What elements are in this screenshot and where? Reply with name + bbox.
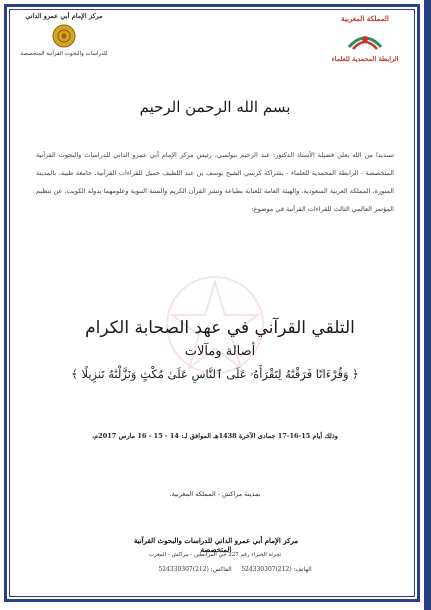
rabita-logo-country: المملكة المغربية: [341, 14, 389, 23]
conference-dates: وذلك أيام 15-16-17 جمادى الآخرة 1438هـ الموافق لـ: 14 - 15 - 16 مارس 2017م،: [92, 432, 338, 440]
dani-center-logo-name: مركز الإمام أبي عمرو الداني: [25, 12, 103, 20]
rabita-logo-name: الرابطة المحمدية للعلماء: [331, 55, 399, 63]
basmala: بسم الله الرحمن الرحيم: [139, 98, 291, 116]
conference-title: التلقي القرآني في عهد الصحابة الكرام: [85, 318, 355, 338]
footer-address: تجزئة الخيراء رقم 227 حي المرابطين - مراكش - المغرب: [148, 552, 282, 558]
conference-subtitle: أصالة ومآلات: [184, 344, 256, 359]
footer-center-name: مركز الإمام أبي عمرو الداني للدراسات والبحوث القرآنية المتخصصة: [133, 536, 299, 554]
rabita-emblem-icon: [345, 27, 385, 53]
page-edge-bar: [424, 0, 431, 610]
dani-center-logo-subtitle: للدراسات والبحوث القرآنية المتخصصة: [20, 51, 108, 57]
footer-phone: الهاتف: (212)524330307: [241, 566, 312, 573]
dani-center-emblem-icon: [51, 23, 77, 49]
intro-paragraph: تسديدا من الله يعلن فضيلة الأستاذ الدكتور: عبد الرحيم نبولسي، رئيس مركز الإمام أبي عمرو الداني للدراسات والبحوث القرآنية المتخصصة - الرابطة المحمدية للعلماء - بشراكة كرسي الشيخ يوسف بن عبد اللطيف جميل للقراءات القرآنية، جامعة طيبة، بالمدينة المنورة، المملكة العربية السعودية، والهيئة العامة للعناية بطباعة ونشر القرآن الكريم والسنة النبوية وعلومهما بدولة الكويت، عن تنظيم المؤتمر العالمي الثالث للقراءات القرآنية في موضوع:: [36, 151, 394, 213]
dani-center-logo: [20, 12, 108, 72]
rabita-logo: [326, 14, 404, 72]
footer-fax: الفاكس: (212)524330307: [158, 566, 232, 573]
conference-city: بمدينة مراكش - المملكة المغربية.: [169, 490, 261, 498]
footer-contacts: [100, 566, 370, 573]
quran-verse: ﴿ وَقُرْءَانًا فَرَقْنَٰهُ لِتَقْرَأَهُۥ عَلَى ٱلنَّاسِ عَلَىٰ مُكْثٍ وَنَزَّلْنَٰهُ تَنزِيلًا ﴾: [71, 367, 359, 381]
